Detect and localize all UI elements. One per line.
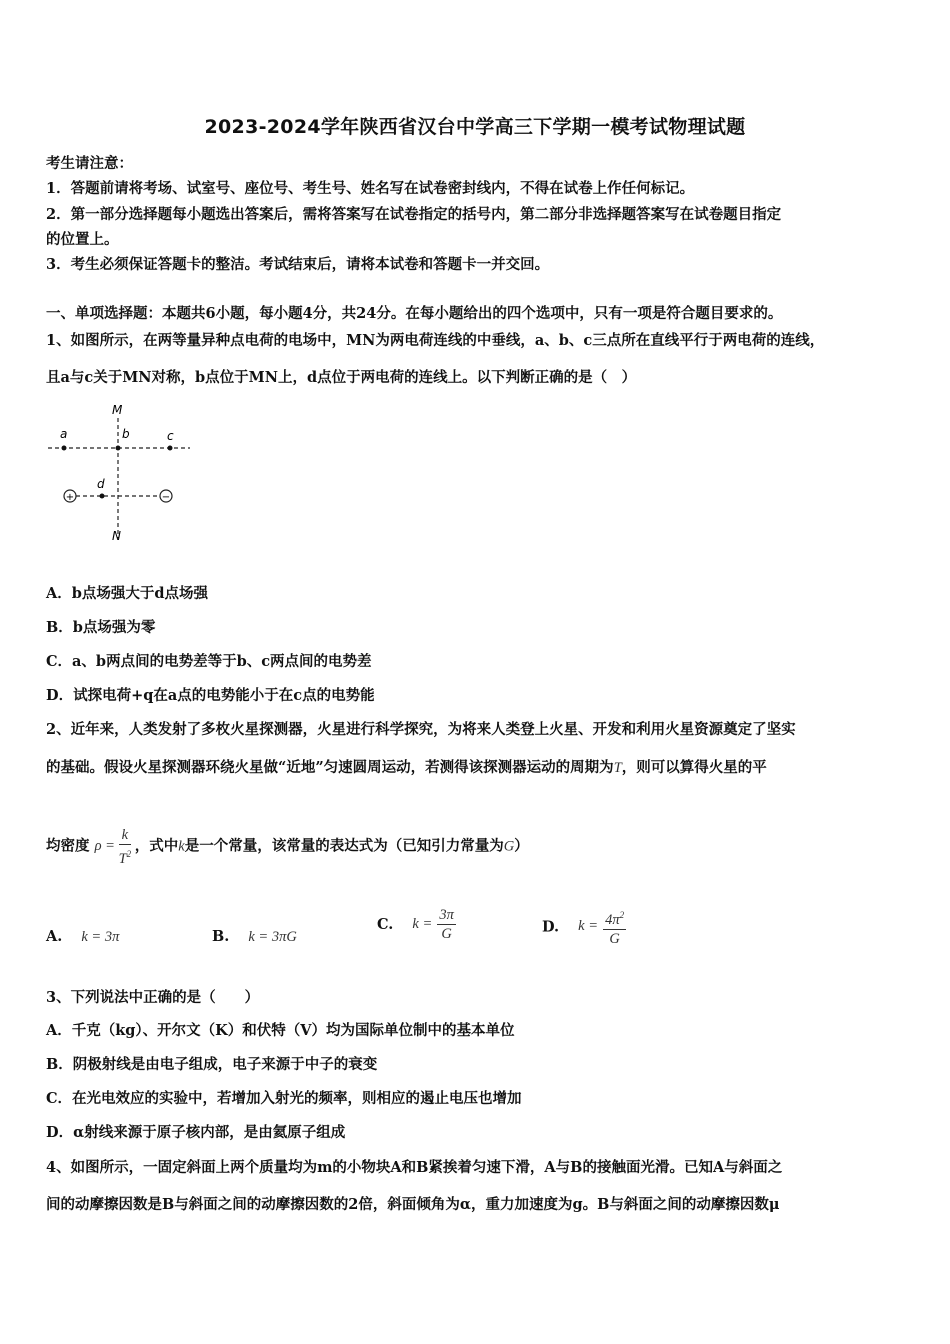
point-d (100, 494, 105, 499)
notice-item: 的位置上。 (46, 231, 119, 248)
label-d: d (97, 477, 105, 491)
q3-stem: 3、下列说法中正确的是（ ） (46, 989, 260, 1006)
notice-item: 3．考生必须保证答题卡的整洁。考试结束后，请将本试卷和答题卡一并交回。 (46, 256, 550, 273)
q2-option-b: B. k = 3πG (212, 928, 297, 945)
q1-field-diagram (40, 398, 200, 548)
q1-stem-line2: 且a与c关于MN对称，b点位于MN上，d点位于两电荷的连线上。以下判断正确的是（ ） (46, 369, 637, 386)
label-c: c (167, 429, 174, 443)
q3-option-a: A．千克（kg）、开尔文（K）和伏特（V）均为国际单位制中的基本单位 (46, 1022, 515, 1039)
notice-heading: 考生请注意： (46, 155, 133, 172)
q4-stem-line1: 4、如图所示，一固定斜面上两个质量均为m的小物块A和B紧挨着匀速下滑，A与B的接触面光滑。已知A与斜面之 (46, 1159, 783, 1176)
plus-sign: + (65, 492, 75, 503)
rho-formula: ρ = $\frac{k}{T^2}$ (94, 827, 132, 867)
notice-item: 1．答题前请将考场、试室号、座位号、考生号、姓名写在试卷密封线内，不得在试卷上作任何标记。 (46, 180, 695, 197)
page-title: 2023-2024学年陕西省汉台中学高三下学期一模考试物理试题 (204, 116, 746, 138)
minus-sign: − (161, 492, 171, 503)
q2-stem-line3: 均密度 ρ = $\frac{k}{T^2}$ ，式中k是一个常量，该常量的表达式为（已知引力常量为G） (46, 827, 529, 867)
point-c (168, 446, 173, 451)
q2-option-c: C. k = $\frac{3\pi}{G}$ (377, 907, 454, 942)
q1-option-a: A．b点场强大于d点场强 (46, 585, 209, 602)
q3-option-c: C．在光电效应的实验中，若增加入射光的频率，则相应的遏止电压也增加 (46, 1090, 522, 1107)
q4-stem-line2: 间的动摩擦因数是B与斜面之间的动摩擦因数的2倍，斜面倾角为α，重力加速度为g。B与斜面之间的动摩擦因数μ (46, 1196, 780, 1213)
label-b: b (122, 427, 130, 441)
q2-stem-line1: 2、近年来，人类发射了多枚火星探测器，火星进行科学探究，为将来人类登上火星、开发和利用火星资源奠定了坚实 (46, 721, 796, 738)
q1-option-d: D．试探电荷+q在a点的电势能小于在c点的电势能 (46, 687, 375, 704)
label-M: M (112, 403, 123, 417)
q1-option-c: C．a、b两点间的电势差等于b、c两点间的电势差 (46, 653, 372, 670)
q3-option-d: D．α射线来源于原子核内部，是由氦原子组成 (46, 1124, 346, 1141)
q2-option-a: A. k = 3π (46, 928, 120, 945)
point-a (62, 446, 67, 451)
section-heading: 一、单项选择题：本题共6小题，每小题4分，共24分。在每小题给出的四个选项中，只有一项是符合题目要求的。 (46, 305, 783, 322)
q2-option-d: D. k = $\frac{4\pi^2}{G}$ (542, 906, 626, 948)
point-b (116, 446, 121, 451)
label-a: a (60, 427, 68, 441)
notice-item: 2．第一部分选择题每小题选出答案后，需将答案写在试卷指定的括号内，第二部分非选择题答案写在试卷题目指定 (46, 206, 782, 223)
q1-stem-line1: 1、如图所示，在两等量异种点电荷的电场中，MN为两电荷连线的中垂线，a、b、c三点所在直线平行于两电荷的连线， (46, 332, 825, 349)
q1-option-b: B．b点场强为零 (46, 619, 156, 636)
q2-stem-line2: 的基础。假设火星探测器环绕火星做“近地”匀速圆周运动，若测得该探测器运动的周期为T，则可以算得火星的平 (46, 759, 767, 776)
label-N: N (112, 529, 121, 543)
q3-option-b: B．阴极射线是由电子组成，电子来源于中子的衰变 (46, 1056, 378, 1073)
